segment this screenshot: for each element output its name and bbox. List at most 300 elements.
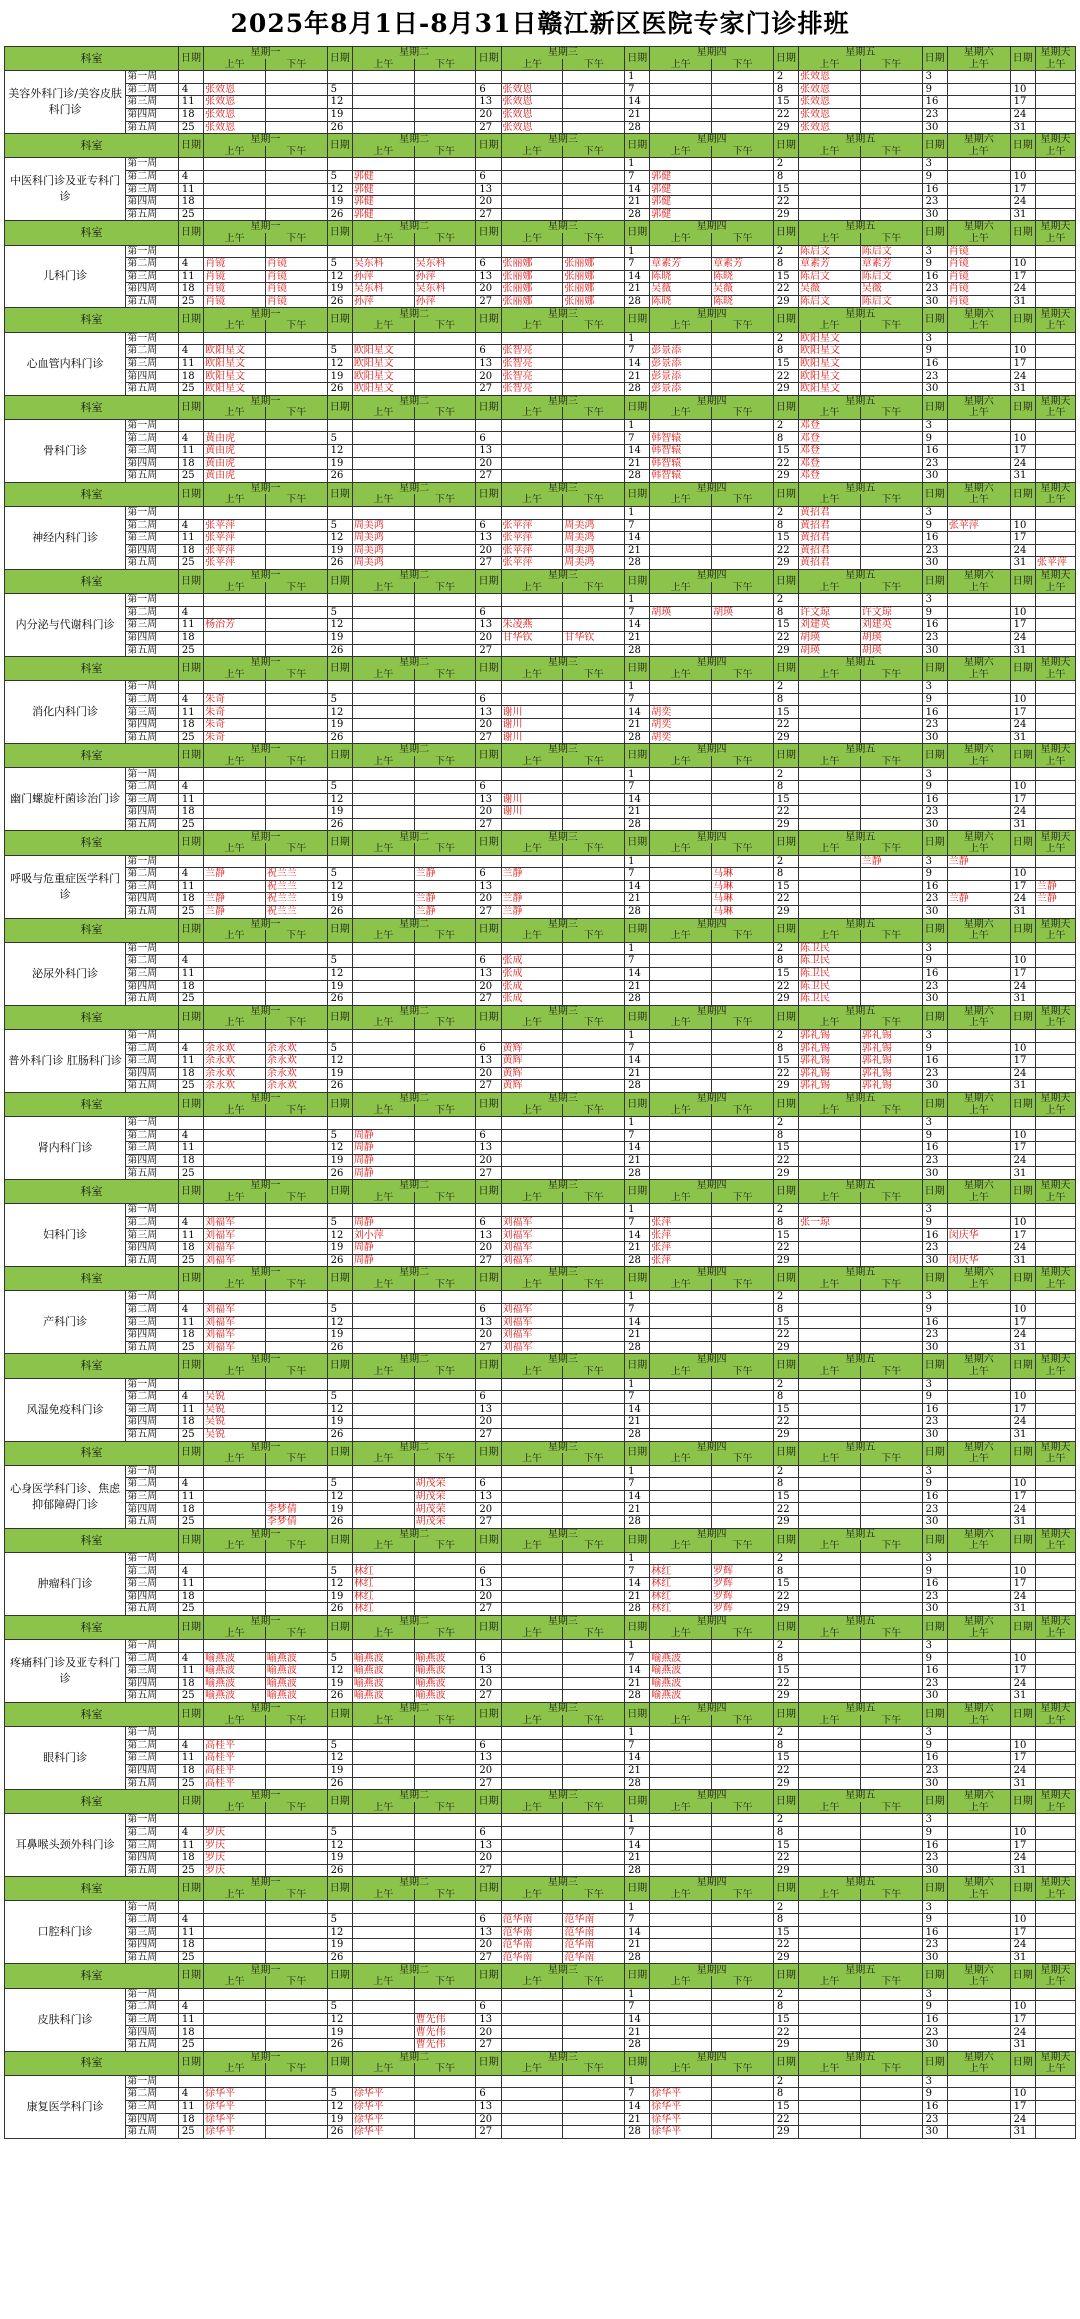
- doctor-cell: [799, 1914, 861, 1927]
- doctor-cell: [204, 594, 266, 607]
- day-header-thu: 星期四: [650, 1877, 774, 1889]
- doctor-cell: [352, 993, 414, 1006]
- day-number: 19: [327, 283, 352, 296]
- doctor-cell: 邓登: [799, 419, 861, 432]
- day-number: 29: [773, 905, 798, 918]
- day-number: 8: [773, 2088, 798, 2101]
- day-number: 15: [773, 270, 798, 283]
- doctor-cell: [352, 108, 414, 121]
- day-number: 10: [1010, 2001, 1035, 2014]
- doctor-cell: [501, 2039, 563, 2052]
- day-header-sat: 星期六: [947, 657, 1010, 669]
- doctor-cell: [1035, 1914, 1075, 1927]
- doctor-cell: [650, 158, 712, 171]
- day-header-tue: 星期二: [352, 1615, 476, 1627]
- doctor-cell: [712, 1677, 774, 1690]
- am-header: 上午: [501, 843, 563, 855]
- date-header: 日期: [1010, 744, 1035, 768]
- day-number: 8: [773, 258, 798, 271]
- doctor-cell: [650, 83, 712, 96]
- doctor-cell: [1035, 283, 1075, 296]
- day-number: 14: [625, 183, 650, 196]
- doctor-cell: 欧阳星文: [799, 345, 861, 358]
- doctor-cell: [1035, 121, 1075, 134]
- doctor-cell: [1035, 719, 1075, 732]
- day-number: 25: [178, 1167, 203, 1180]
- doctor-cell: 陈晓: [712, 270, 774, 283]
- doctor-cell: [204, 208, 266, 221]
- day-header-mon: 星期一: [204, 1790, 328, 1802]
- day-number: 15: [773, 1926, 798, 1939]
- doctor-cell: 周美鸿: [352, 519, 414, 532]
- doctor-cell: [265, 719, 327, 732]
- doctor-cell: 祝兰兰: [265, 905, 327, 918]
- doctor-cell: [1035, 1129, 1075, 1142]
- day-number: 4: [178, 2088, 203, 2101]
- doctor-cell: [650, 1428, 712, 1441]
- day-number: 17: [1010, 1229, 1035, 1242]
- day-number: 16: [922, 967, 947, 980]
- doctor-cell: [799, 1603, 861, 1616]
- day-header-sat: 星期六: [947, 1180, 1010, 1192]
- dept-header-label: 科室: [5, 569, 179, 593]
- day-number: [1010, 681, 1035, 694]
- doctor-cell: [563, 1154, 625, 1167]
- day-number: 18: [178, 980, 203, 993]
- week-label: 第二周: [126, 345, 179, 358]
- doctor-cell: [1035, 1939, 1075, 1952]
- doctor-cell: [1035, 706, 1075, 719]
- doctor-cell: [414, 170, 476, 183]
- day-number: 19: [327, 2026, 352, 2039]
- am-header: 上午: [1035, 1017, 1075, 1029]
- doctor-cell: [352, 432, 414, 445]
- doctor-cell: [712, 457, 774, 470]
- doctor-cell: [860, 432, 922, 445]
- day-number: 17: [1010, 1055, 1035, 1068]
- day-number: 29: [773, 1341, 798, 1354]
- day-header-sun: 星期天: [1035, 221, 1075, 233]
- doctor-cell: 肖镜: [947, 245, 1010, 258]
- week-row: [5, 1665, 1076, 1678]
- doctor-cell: [265, 768, 327, 781]
- doctor-cell: [860, 2126, 922, 2139]
- date-header: 日期: [327, 569, 352, 593]
- doctor-cell: [414, 1216, 476, 1229]
- day-number: 23: [922, 1416, 947, 1429]
- doctor-cell: 吴东科: [414, 258, 476, 271]
- day-number: 31: [1010, 1777, 1035, 1790]
- pm-header: 下午: [712, 233, 774, 245]
- day-number: 29: [773, 1603, 798, 1616]
- doctor-cell: [265, 1764, 327, 1777]
- doctor-cell: [860, 1403, 922, 1416]
- day-number: 22: [773, 370, 798, 383]
- doctor-cell: [712, 1029, 774, 1042]
- am-header: 上午: [501, 1017, 563, 1029]
- doctor-cell: [501, 681, 563, 694]
- week-label: 第五周: [126, 1080, 179, 1093]
- day-number: [178, 506, 203, 519]
- day-number: 2: [773, 1204, 798, 1217]
- day-header-thu: 星期四: [650, 1441, 774, 1453]
- doctor-cell: [650, 893, 712, 906]
- doctor-cell: [265, 1465, 327, 1478]
- doctor-cell: [712, 96, 774, 109]
- doctor-cell: [1035, 1590, 1075, 1603]
- day-number: 11: [178, 1316, 203, 1329]
- doctor-cell: [501, 1129, 563, 1142]
- doctor-cell: [712, 245, 774, 258]
- pm-header: 下午: [712, 494, 774, 506]
- doctor-cell: [352, 893, 414, 906]
- week-row: [5, 793, 1076, 806]
- doctor-cell: [712, 1926, 774, 1939]
- doctor-cell: [501, 1204, 563, 1217]
- date-header: 日期: [476, 1180, 501, 1204]
- doctor-cell: [712, 2126, 774, 2139]
- date-header: 日期: [773, 1441, 798, 1465]
- day-number: 4: [178, 83, 203, 96]
- week-row: [5, 2075, 1076, 2088]
- day-header-fri: 星期五: [799, 1790, 923, 1802]
- week-row: [5, 419, 1076, 432]
- day-number: 26: [327, 470, 352, 483]
- week-row: [5, 967, 1076, 980]
- doctor-cell: [712, 1640, 774, 1653]
- day-number: 23: [922, 457, 947, 470]
- date-header: 日期: [327, 1615, 352, 1639]
- doctor-cell: [799, 893, 861, 906]
- doctor-cell: [860, 121, 922, 134]
- doctor-cell: [650, 1503, 712, 1516]
- day-number: 18: [178, 719, 203, 732]
- day-number: 24: [1010, 283, 1035, 296]
- doctor-cell: 吴锐: [204, 1403, 266, 1416]
- day-number: 19: [327, 2113, 352, 2126]
- day-number: [1010, 1727, 1035, 1740]
- day-number: 10: [1010, 1652, 1035, 1665]
- day-number: 8: [773, 1478, 798, 1491]
- doctor-cell: 闵庆华: [947, 1229, 1010, 1242]
- day-number: 6: [476, 2001, 501, 2014]
- doctor-cell: 郭礼锡: [799, 1067, 861, 1080]
- doctor-cell: 曹先伟: [414, 2013, 476, 2026]
- week-row: [5, 631, 1076, 644]
- week-row: [5, 1603, 1076, 1616]
- am-header: 上午: [799, 669, 861, 681]
- doctor-cell: [712, 208, 774, 221]
- day-number: 19: [327, 370, 352, 383]
- day-number: [327, 1378, 352, 1391]
- day-number: 29: [773, 1951, 798, 1964]
- doctor-cell: 张成: [501, 955, 563, 968]
- day-number: 29: [773, 2126, 798, 2139]
- am-header: 上午: [204, 1889, 266, 1901]
- week-row: [5, 1490, 1076, 1503]
- doctor-cell: [947, 432, 1010, 445]
- doctor-cell: [414, 2113, 476, 2126]
- doctor-cell: [650, 980, 712, 993]
- day-number: 5: [327, 1826, 352, 1839]
- date-header: 日期: [178, 1528, 203, 1552]
- day-number: 8: [773, 606, 798, 619]
- doctor-cell: [352, 1926, 414, 1939]
- doctor-cell: [414, 357, 476, 370]
- am-header: 上午: [501, 930, 563, 942]
- week-row: [5, 383, 1076, 396]
- am-header: 上午: [204, 669, 266, 681]
- doctor-cell: [352, 631, 414, 644]
- week-row: [5, 1316, 1076, 1329]
- day-number: 18: [178, 1329, 203, 1342]
- day-number: [476, 1640, 501, 1653]
- dept-header-label: 科室: [5, 744, 179, 768]
- doctor-cell: [265, 806, 327, 819]
- doctor-cell: [501, 1652, 563, 1665]
- dept-name: 美容外科门诊/美容皮肤科门诊: [5, 71, 126, 134]
- date-header: 日期: [922, 1877, 947, 1901]
- doctor-cell: [712, 594, 774, 607]
- pm-header: 下午: [563, 582, 625, 594]
- day-number: [327, 158, 352, 171]
- doctor-cell: [650, 1080, 712, 1093]
- doctor-cell: [1035, 158, 1075, 171]
- doctor-cell: 张萍: [650, 1254, 712, 1267]
- doctor-cell: 范华南: [501, 1951, 563, 1964]
- doctor-cell: 陈启文: [799, 270, 861, 283]
- doctor-cell: 张丽娜: [501, 258, 563, 271]
- day-number: [178, 1117, 203, 1130]
- doctor-cell: [712, 170, 774, 183]
- date-header: 日期: [773, 1092, 798, 1116]
- pm-header: 下午: [563, 1889, 625, 1901]
- doctor-cell: [204, 1914, 266, 1927]
- doctor-cell: [501, 1640, 563, 1653]
- day-number: 2: [773, 681, 798, 694]
- am-header: 上午: [650, 582, 712, 594]
- doctor-cell: [712, 532, 774, 545]
- doctor-cell: [204, 880, 266, 893]
- doctor-cell: [947, 1428, 1010, 1441]
- doctor-cell: [799, 793, 861, 806]
- day-number: 31: [1010, 1167, 1035, 1180]
- week-row: [5, 557, 1076, 570]
- doctor-cell: [414, 1752, 476, 1765]
- doctor-cell: [947, 706, 1010, 719]
- doctor-cell: 郭礼锡: [860, 1080, 922, 1093]
- pm-header: 下午: [414, 320, 476, 332]
- day-number: 7: [625, 432, 650, 445]
- doctor-cell: [650, 768, 712, 781]
- doctor-cell: [265, 1640, 327, 1653]
- doctor-cell: [563, 606, 625, 619]
- doctor-cell: 张效恩: [501, 121, 563, 134]
- day-number: 29: [773, 1516, 798, 1529]
- day-number: [476, 1901, 501, 1914]
- day-number: 25: [178, 2039, 203, 2052]
- date-header: 日期: [922, 134, 947, 158]
- doctor-cell: [501, 158, 563, 171]
- day-number: 19: [327, 980, 352, 993]
- pm-header: 下午: [414, 1017, 476, 1029]
- doctor-cell: [860, 693, 922, 706]
- doctor-cell: [712, 1652, 774, 1665]
- doctor-cell: 谢川: [501, 731, 563, 744]
- day-number: 10: [1010, 1826, 1035, 1839]
- day-number: 2: [773, 1814, 798, 1827]
- doctor-cell: 黄招君: [799, 532, 861, 545]
- doctor-cell: [265, 245, 327, 258]
- date-header: 日期: [922, 1180, 947, 1204]
- week-label: 第三周: [126, 706, 179, 719]
- day-number: 4: [178, 1391, 203, 1404]
- doctor-cell: [1035, 196, 1075, 209]
- day-header-tue: 星期二: [352, 1092, 476, 1104]
- doctor-cell: [414, 544, 476, 557]
- doctor-cell: [799, 806, 861, 819]
- doctor-cell: [352, 332, 414, 345]
- am-header: 上午: [352, 582, 414, 594]
- doctor-cell: [414, 332, 476, 345]
- doctor-cell: [265, 1391, 327, 1404]
- doctor-cell: [265, 83, 327, 96]
- doctor-cell: [650, 1826, 712, 1839]
- doctor-cell: [1035, 2088, 1075, 2101]
- day-number: 1: [625, 1117, 650, 1130]
- doctor-cell: [799, 2026, 861, 2039]
- am-header: 上午: [204, 843, 266, 855]
- am-header: 上午: [799, 59, 861, 71]
- doctor-cell: [860, 1316, 922, 1329]
- pm-header: 下午: [860, 407, 922, 419]
- day-number: 26: [327, 1080, 352, 1093]
- pm-header: 下午: [563, 1104, 625, 1116]
- doctor-cell: 余永欢: [265, 1067, 327, 1080]
- dept-name: 呼吸与危重症医学科门诊: [5, 855, 126, 918]
- doctor-cell: [265, 208, 327, 221]
- doctor-cell: 郭礼锡: [860, 1042, 922, 1055]
- doctor-cell: [860, 557, 922, 570]
- doctor-cell: [1035, 1826, 1075, 1839]
- doctor-cell: [947, 2013, 1010, 2026]
- pm-header: 下午: [265, 146, 327, 158]
- week-label: 第五周: [126, 1341, 179, 1354]
- day-number: 26: [327, 1341, 352, 1354]
- day-number: 31: [1010, 993, 1035, 1006]
- day-number: 13: [476, 532, 501, 545]
- day-number: 7: [625, 519, 650, 532]
- doctor-cell: [563, 1826, 625, 1839]
- doctor-cell: 欧阳星文: [204, 357, 266, 370]
- day-number: 28: [625, 993, 650, 1006]
- week-label: 第三周: [126, 1926, 179, 1939]
- day-number: 12: [327, 1403, 352, 1416]
- doctor-cell: [860, 905, 922, 918]
- day-number: 2: [773, 768, 798, 781]
- doctor-cell: [204, 1154, 266, 1167]
- doctor-cell: [650, 644, 712, 657]
- am-header: 上午: [947, 1104, 1010, 1116]
- day-number: 23: [922, 108, 947, 121]
- day-header-sun: 星期天: [1035, 482, 1075, 494]
- dept-header-label: 科室: [5, 1354, 179, 1378]
- doctor-cell: [265, 557, 327, 570]
- day-number: 17: [1010, 1403, 1035, 1416]
- day-header-thu: 星期四: [650, 2051, 774, 2063]
- day-number: 23: [922, 1067, 947, 1080]
- day-header-tue: 星期二: [352, 134, 476, 146]
- pm-header: 下午: [563, 1976, 625, 1988]
- doctor-cell: [712, 1764, 774, 1777]
- day-number: 31: [1010, 557, 1035, 570]
- doctor-cell: [352, 644, 414, 657]
- pm-header: 下午: [712, 146, 774, 158]
- pm-header: 下午: [414, 1627, 476, 1639]
- day-number: 2: [773, 1901, 798, 1914]
- doctor-cell: [799, 1341, 861, 1354]
- doctor-cell: [1035, 905, 1075, 918]
- day-number: [476, 681, 501, 694]
- day-header-sat: 星期六: [947, 134, 1010, 146]
- doctor-cell: [1035, 1926, 1075, 1939]
- date-header: 日期: [773, 1964, 798, 1988]
- doctor-cell: [501, 1839, 563, 1852]
- day-number: 13: [476, 1403, 501, 1416]
- week-row: [5, 283, 1076, 296]
- week-label: 第三周: [126, 2100, 179, 2113]
- doctor-cell: 高桂平: [204, 1764, 266, 1777]
- doctor-cell: [650, 1839, 712, 1852]
- date-header: 日期: [327, 1005, 352, 1029]
- date-header: 日期: [476, 2051, 501, 2075]
- pm-header: 下午: [860, 59, 922, 71]
- am-header: 上午: [352, 756, 414, 768]
- doctor-cell: [650, 1988, 712, 2001]
- doctor-cell: 喻燕波: [204, 1690, 266, 1703]
- doctor-cell: [947, 731, 1010, 744]
- pm-header: 下午: [414, 233, 476, 245]
- doctor-cell: [712, 108, 774, 121]
- doctor-cell: [860, 1926, 922, 1939]
- am-header: 上午: [947, 1279, 1010, 1291]
- day-number: 17: [1010, 619, 1035, 632]
- doctor-cell: [799, 1403, 861, 1416]
- am-header: 上午: [947, 930, 1010, 942]
- day-number: 8: [773, 1129, 798, 1142]
- am-header: 上午: [352, 1279, 414, 1291]
- day-header-wed: 星期三: [501, 831, 625, 843]
- doctor-cell: [501, 1117, 563, 1130]
- doctor-cell: 周美鸿: [563, 557, 625, 570]
- doctor-cell: [265, 445, 327, 458]
- day-number: [476, 1814, 501, 1827]
- date-header: 日期: [178, 2051, 203, 2075]
- doctor-cell: [947, 693, 1010, 706]
- day-number: 7: [625, 345, 650, 358]
- doctor-cell: [352, 619, 414, 632]
- doctor-cell: [712, 1939, 774, 1952]
- day-number: 10: [1010, 519, 1035, 532]
- week-label: 第三周: [126, 793, 179, 806]
- doctor-cell: [563, 1516, 625, 1529]
- day-number: 1: [625, 1291, 650, 1304]
- doctor-cell: [1035, 1552, 1075, 1565]
- doctor-cell: [860, 967, 922, 980]
- doctor-cell: [947, 1901, 1010, 1914]
- day-header-mon: 星期一: [204, 657, 328, 669]
- doctor-cell: [265, 519, 327, 532]
